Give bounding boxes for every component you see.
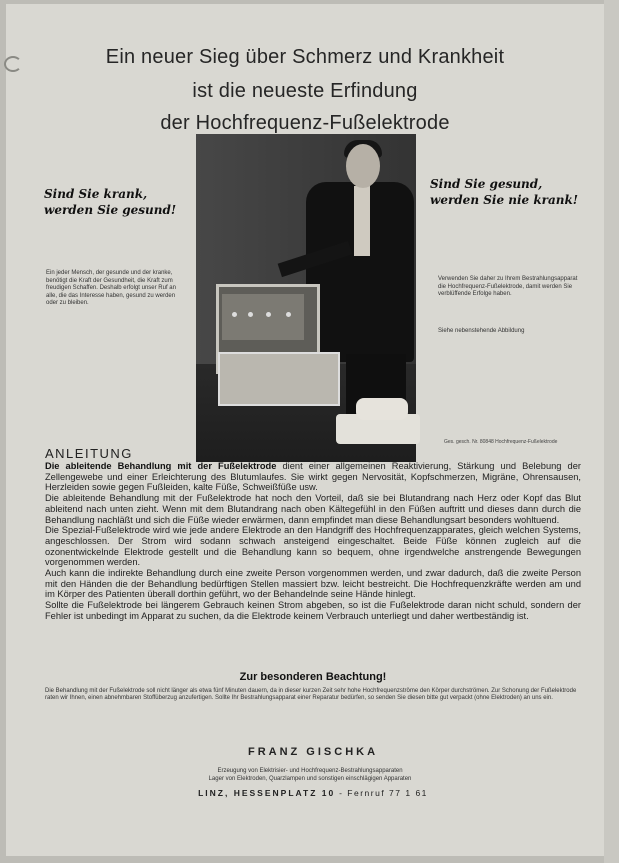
anleitung-paragraph-3: Die Spezial-Fußelektrode wird wie jede andere Elektrode an den Handgriff des Hochfrequenzapparates, gleich welchen Systems, angeschlossen. Der Strom wird sodann schwach ansteigend eingeschaltet. Beide Füße können zugleich auf die ozonentwickelnde Elektrode gestellt und die Behandlung kann so bequem, ohne irgendwelche anstrengende Bewegungen vorgenommen werden.	[45, 525, 581, 568]
beachtung-heading: Zur besonderen Beachtung!	[239, 671, 387, 683]
product-photo	[196, 134, 416, 462]
right-intro-text: Verwenden Sie daher zu Ihrem Bestrahlungsapparat die Hochfrequenz-Fußelektrode, damit werden Sie verblüffende Erfolge haben.	[438, 276, 578, 298]
left-slogan: Sind Sie krank, werden Sie gesund!	[44, 187, 177, 217]
company-description	[80, 767, 540, 783]
company-line-1: Erzeugung von Elektrisier- und Hochfrequenz-Bestrahlungsapparaten	[217, 768, 403, 774]
right-slogan: Sind Sie gesund, werden Sie nie krank!	[430, 177, 579, 207]
anleitung-paragraph-5: Sollte die Fußelektrode bei längerem Gebrauch keinen Strom abgeben, so ist die Fußelektrode daran nicht schuld, sondern der Fehler ist unbedingt im Apparat zu suchen, da die Elektrode keinem Verbrauch unterliegt und daher wertbeständig ist.	[45, 600, 581, 621]
headline-line-3: der Hochfrequenz-Fußelektrode	[160, 112, 450, 134]
hanging-hook-icon	[4, 56, 22, 72]
page-edge	[604, 0, 619, 863]
beachtung-text: Die Behandlung mit der Fußelektrode soll nicht länger als etwa fünf Minuten dauern, da in dieser kurzen Zeit sehr hohe Hochfrequenzströme den Körper durchströmen. Zur Schonung der Fußelektrode raten wir Ihnen, einen abnehmbaren Stoffüberzug anzufertigen. Sollte Ihr Bestrahlungsapparat einer Reparatur bedürfen, so senden Sie diesen bitte gut verpackt (ohne Elektroden) an uns ein.	[45, 688, 577, 701]
anleitung-paragraph-1: dient einer allgemeinen Reaktivierung, Stärkung und Belebung der Zellengewebe und einer Erleichterung des Blutumlaufes. Sie wirkt gegen Nervosität, Kopfschmerzen, Migräne, Ohrensausen, Herzleiden sowie gegen Fußleiden, kalte Füße, Schweißfüße usw.	[45, 461, 581, 493]
company-line-2: Lager von Elektroden, Quarzlampen und sonstigen einschlägigen Apparaten	[208, 776, 412, 782]
company-name: FRANZ GISCHKA	[247, 746, 379, 758]
anleitung-lead: Die ableitende Behandlung mit der Fußelektrode	[45, 461, 277, 471]
right-note: Siehe nebenstehende Abbildung	[438, 328, 525, 334]
anleitung-body	[45, 461, 581, 622]
address-city: LINZ, HESSENPLATZ 10	[198, 788, 336, 798]
company-address	[45, 788, 581, 798]
photo-caption: Ges. gesch. Nr. 80848 Hochfrequenz-Fußelektrode	[444, 439, 558, 445]
left-intro-text: Ein jeder Mensch, der gesunde und der kranke, benötigt die Kraft der Gesundheit, die Kraft zum freudigen Schaffen. Deshalb erfolgt unser Ruf an alle, die das Interesse haben, gesund zu werden oder zu bleiben.	[46, 270, 176, 307]
anleitung-paragraph-2: Die ableitende Behandlung mit der Fußelektrode hat noch den Vorteil, daß sie bei Blutandrang nach Herz oder Kopf das Blut ableitend nach unten zieht. Wenn mit dem Blutandrang nach oben Kältegefühl in den Füßen auftritt und dieses dann durch die Behandlung nachläßt und sich die Füße wieder erwärmen, dann empfindet man diese Behandlungsart besonders wohltuend.	[45, 493, 581, 525]
anleitung-paragraph-4: Auch kann die indirekte Behandlung durch eine zweite Person vorgenommen werden, und zwar dadurch, daß die zweite Person mit den Händen die der Behandlung bedürftigen Stellen massiert bzw. leicht bestreicht. Die Hochfrequenzkräfte werden am und im Körper des Patienten überall dorthin geführt, wo der Behandelnde seine Hände hinlegt.	[45, 568, 581, 600]
headline-line-2: ist die neueste Erfindung	[192, 80, 418, 102]
address-phone: - Fernruf 77 1 61	[335, 788, 428, 798]
headline-line-1: Ein neuer Sieg über Schmerz und Krankheit	[105, 46, 505, 68]
anleitung-heading: ANLEITUNG	[45, 446, 133, 461]
